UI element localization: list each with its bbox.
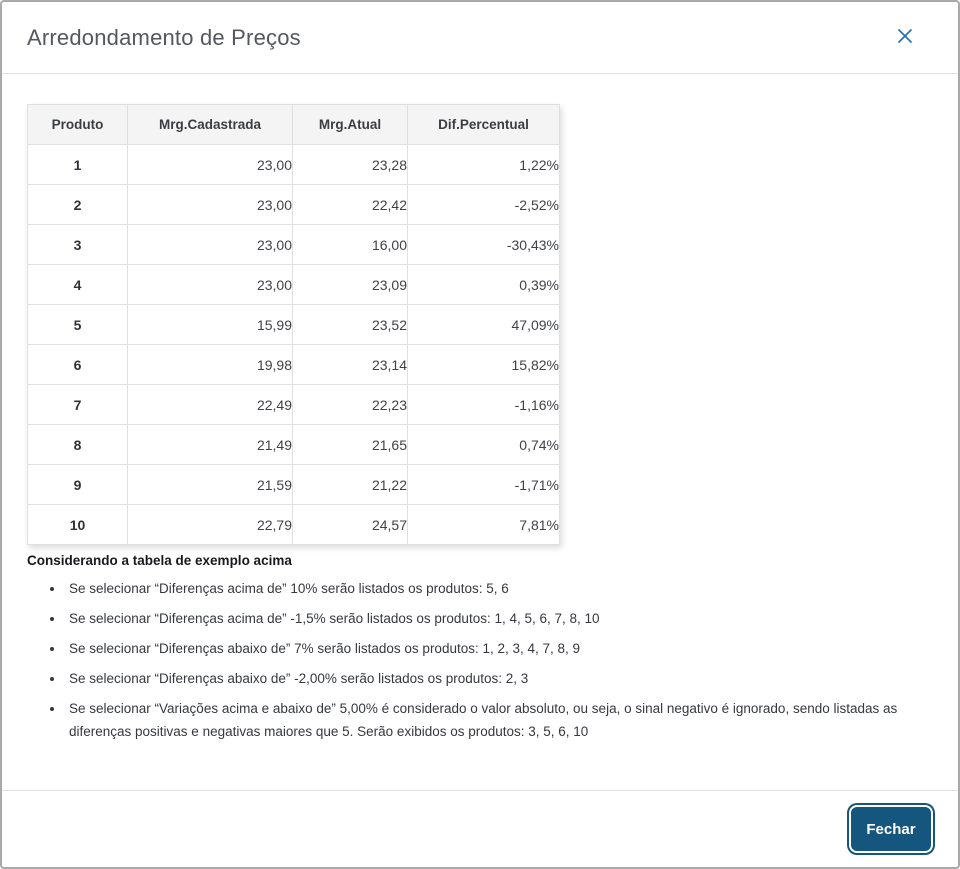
table-body (28, 145, 560, 545)
cell-dif-percentual: 1,22% (408, 145, 560, 185)
column-header-mrg-atual: Mrg.Atual (293, 105, 408, 145)
cell-produto: 3 (28, 225, 128, 265)
cell-dif-percentual: -1,71% (408, 465, 560, 505)
table-header (28, 105, 560, 145)
cell-mrg-atual: 23,52 (293, 305, 408, 345)
cell-dif-percentual: 47,09% (408, 305, 560, 345)
notes-list (27, 578, 933, 744)
cell-mrg-atual: 23,14 (293, 345, 408, 385)
cell-produto: 1 (28, 145, 128, 185)
notes-heading: Considerando a tabela de exemplo acima (27, 553, 292, 568)
cell-mrg-atual: 23,28 (293, 145, 408, 185)
cell-produto: 7 (28, 385, 128, 425)
cell-dif-percentual: -2,52% (408, 185, 560, 225)
cell-dif-percentual: 0,39% (408, 265, 560, 305)
cell-dif-percentual: 15,82% (408, 345, 560, 385)
cell-produto: 5 (28, 305, 128, 345)
cell-mrg-atual: 16,00 (293, 225, 408, 265)
column-header-dif-percentual: Dif.Percentual (408, 105, 560, 145)
note-item: • Se selecionar “Diferenças acima de” 10% serão listados os produtos: 5, 6 (65, 578, 917, 601)
close-icon (895, 26, 915, 49)
note-item: • Se selecionar “Diferenças abaixo de” 7% serão listados os produtos: 1, 2, 3, 4, 7, 8, 9 (65, 638, 917, 661)
cell-mrg-cadastrada: 22,49 (128, 385, 293, 425)
table-header-row (28, 105, 560, 145)
cell-produto: 2 (28, 185, 128, 225)
cell-mrg-atual: 22,42 (293, 185, 408, 225)
cell-mrg-cadastrada: 23,00 (128, 185, 293, 225)
table-row (28, 305, 560, 345)
cell-mrg-atual: 22,23 (293, 385, 408, 425)
cell-mrg-atual: 23,09 (293, 265, 408, 305)
cell-produto: 10 (28, 505, 128, 545)
cell-mrg-cadastrada: 23,00 (128, 145, 293, 185)
close-button[interactable] (894, 27, 916, 49)
cell-mrg-cadastrada: 22,79 (128, 505, 293, 545)
cell-produto: 6 (28, 345, 128, 385)
modal-header (2, 2, 958, 74)
column-header-mrg-cadastrada: Mrg.Cadastrada (128, 105, 293, 145)
table-row (28, 425, 560, 465)
cell-mrg-cadastrada: 21,49 (128, 425, 293, 465)
cell-mrg-cadastrada: 23,00 (128, 265, 293, 305)
note-item: • Se selecionar “Diferenças acima de” -1,5% serão listados os produtos: 1, 4, 5, 6, 7, 8, 10 (65, 608, 917, 631)
table-row (28, 265, 560, 305)
table-row (28, 185, 560, 225)
cell-produto: 9 (28, 465, 128, 505)
modal-title: Arredondamento de Preços (27, 24, 301, 50)
note-item: • Se selecionar “Variações acima e abaixo de” 5,00% é considerado o valor absoluto, ou seja, o sinal negativo é ignorado, sendo listadas as diferenças positivas e negativas maiores que 5. Serão exibidos os produtos: 3, 5, 6, 10 (65, 698, 917, 744)
table-row (28, 385, 560, 425)
cell-dif-percentual: 7,81% (408, 505, 560, 545)
cell-dif-percentual: -30,43% (408, 225, 560, 265)
cell-mrg-atual: 21,22 (293, 465, 408, 505)
cell-dif-percentual: 0,74% (408, 425, 560, 465)
table-row (28, 225, 560, 265)
table-row (28, 465, 560, 505)
cell-mrg-atual: 21,65 (293, 425, 408, 465)
table-row (28, 345, 560, 385)
cell-produto: 4 (28, 265, 128, 305)
table-row (28, 505, 560, 545)
cell-mrg-cadastrada: 15,99 (128, 305, 293, 345)
column-header-produto: Produto (28, 105, 128, 145)
cell-mrg-cadastrada: 23,00 (128, 225, 293, 265)
modal-footer (2, 790, 958, 867)
note-item: • Se selecionar “Diferenças abaixo de” -2,00% serão listados os produtos: 2, 3 (65, 668, 917, 691)
cell-mrg-atual: 24,57 (293, 505, 408, 545)
margins-table (27, 104, 560, 545)
cell-produto: 8 (28, 425, 128, 465)
fechar-button[interactable]: Fechar (851, 807, 931, 851)
table-row (28, 145, 560, 185)
modal-body (2, 74, 958, 790)
cell-mrg-cadastrada: 19,98 (128, 345, 293, 385)
cell-dif-percentual: -1,16% (408, 385, 560, 425)
cell-mrg-cadastrada: 21,59 (128, 465, 293, 505)
